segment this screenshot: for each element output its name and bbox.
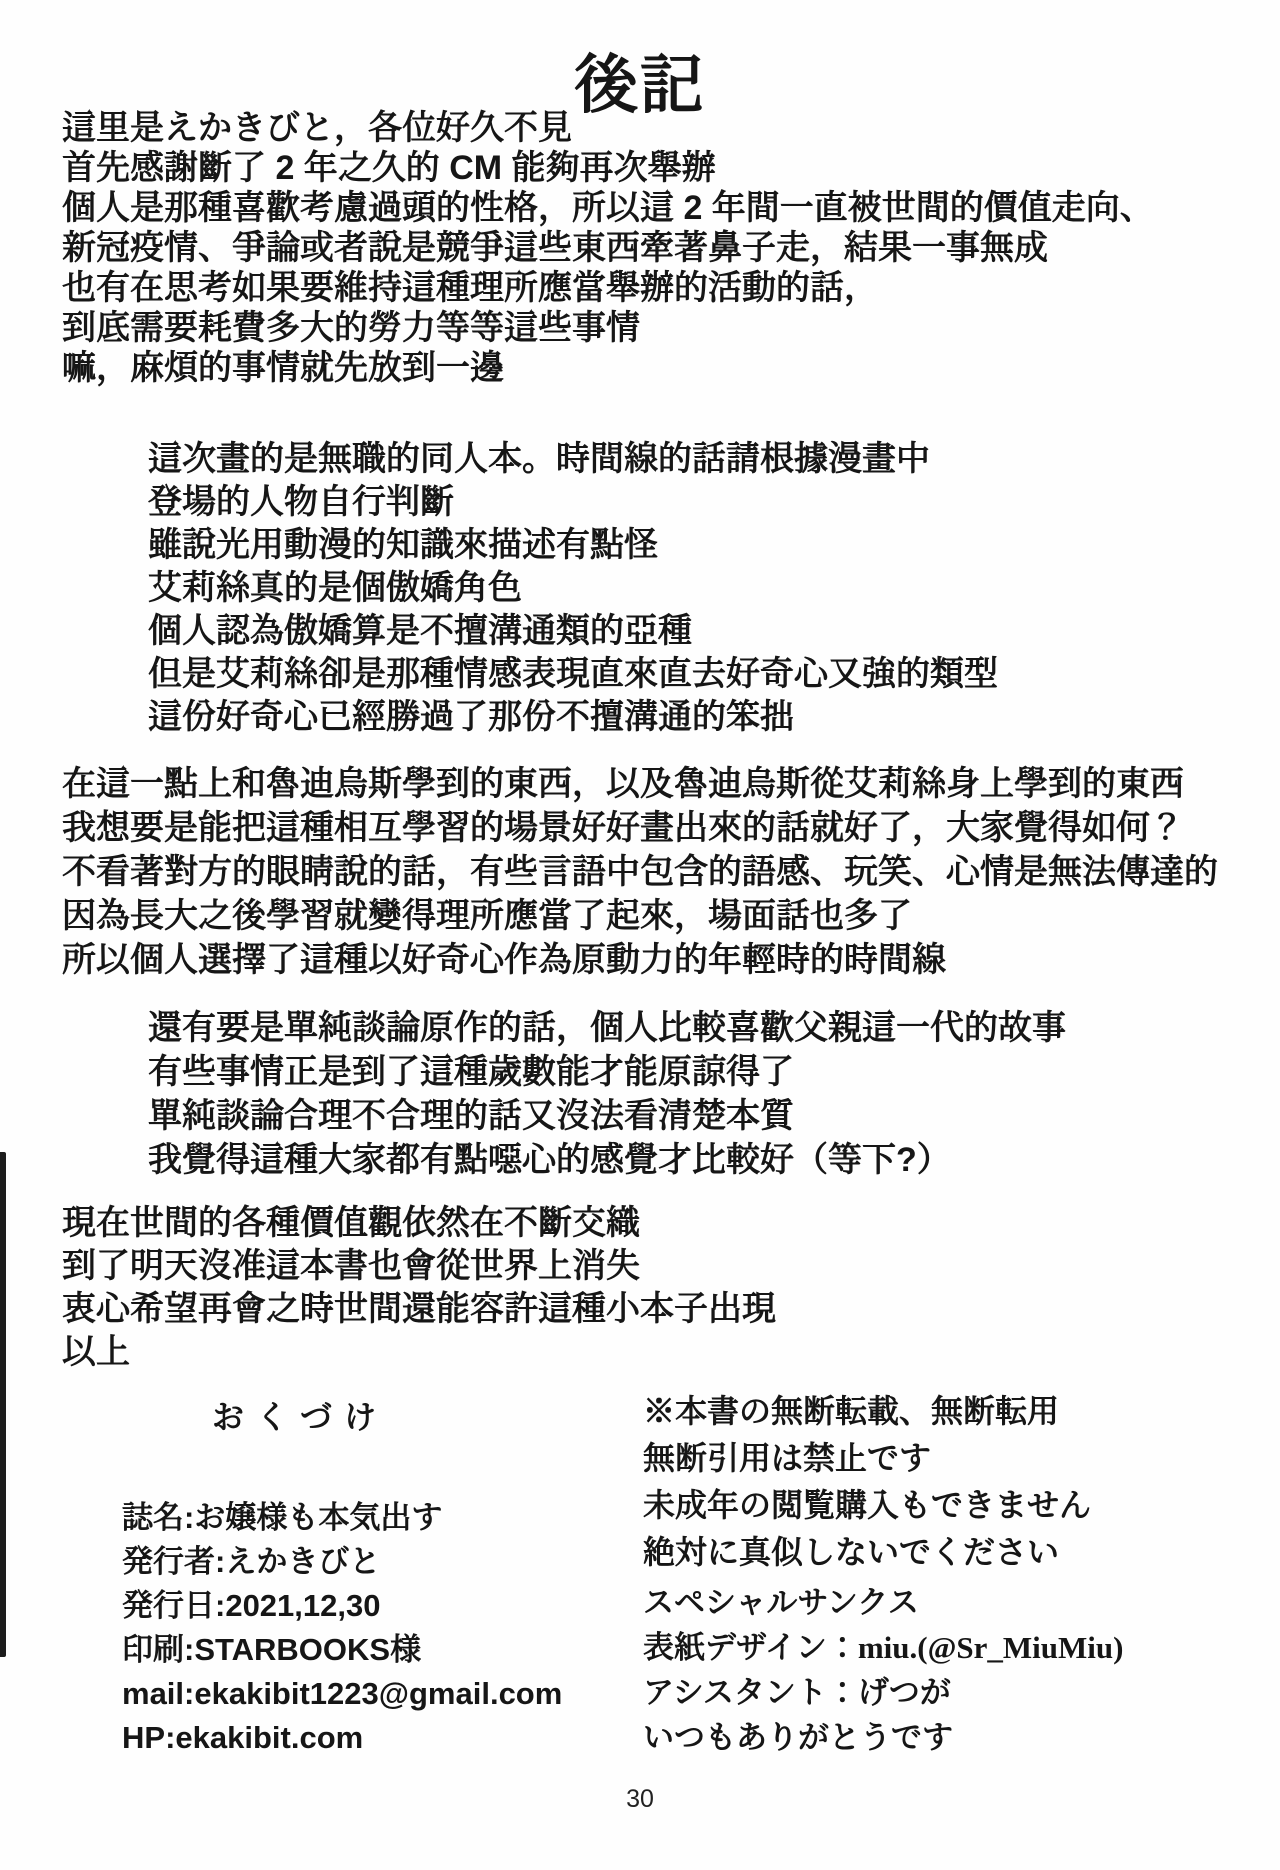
text-line: 這里是えかきびと，各位好久不見	[62, 109, 572, 147]
colophon-info-line: 印刷:STARBOOKS様	[122, 1632, 422, 1667]
colophon-info-line: 発行日:2021,12,30	[122, 1588, 381, 1623]
afterword-paragraph-5	[62, 1202, 776, 1374]
page-title: 後記	[574, 49, 706, 121]
text-line: 我覺得這種大家都有點噁心的感覺才比較好（等下?）	[148, 1141, 951, 1179]
thanks-line: アシスタント：げつが	[643, 1675, 951, 1710]
scan-edge-artifact	[0, 1152, 6, 1657]
text-line: 嘛，麻煩的事情就先放到一邊	[62, 349, 504, 387]
colophon-info-line: mail:ekakibit1223@gmail.com	[122, 1676, 563, 1711]
afterword-paragraph-2	[148, 438, 998, 739]
text-line: 但是艾莉絲卻是那種情感表現直來直去好奇心又強的類型	[148, 655, 998, 693]
colophon-header: おくづけ	[212, 1399, 389, 1435]
colophon-info-line: 誌名:お嬢様も本気出す	[122, 1500, 443, 1535]
text-line: 單純談論合理不合理的話又沒法看清楚本質	[148, 1097, 794, 1135]
colophon-publication-info	[122, 1496, 562, 1760]
colophon-info-line: HP:ekakibit.com	[122, 1720, 364, 1755]
notice-line: ※本書の無断転載、無断転用	[643, 1393, 1060, 1429]
colophon-legal-notice	[643, 1388, 1091, 1576]
colophon-special-thanks	[643, 1580, 1123, 1760]
afterword-paragraph-3	[62, 762, 1218, 982]
text-line: 在這一點上和魯迪烏斯學到的東西，以及魯迪烏斯從艾莉絲身上學到的東西	[62, 765, 1184, 803]
text-line: 有些事情正是到了這種歲數能才能原諒得了	[148, 1053, 794, 1091]
text-line: 衷心希望再會之時世間還能容許這種小本子出現	[62, 1290, 776, 1328]
text-line: 還有要是單純談論原作的話，個人比較喜歡父親這一代的故事	[148, 1009, 1066, 1047]
text-line: 這份好奇心已經勝過了那份不擅溝通的笨拙	[148, 698, 794, 736]
thanks-line: いつもありがとうです	[643, 1720, 953, 1755]
afterword-paragraph-1	[62, 108, 1154, 388]
notice-line: 無断引用は禁止です	[643, 1440, 932, 1476]
text-line: 不看著對方的眼睛說的話，有些言語中包含的語感、玩笑、心情是無法傳達的	[62, 853, 1218, 891]
afterword-paragraph-4	[148, 1006, 1066, 1182]
text-line: 到了明天沒准這本書也會從世界上消失	[62, 1247, 640, 1285]
text-line: 所以個人選擇了這種以好奇心作為原動力的年輕時的時間線	[62, 941, 946, 979]
page-number: 30	[626, 1785, 654, 1813]
notice-line: 未成年の閲覧購入もできません	[643, 1487, 1092, 1523]
text-line: 雖說光用動漫的知識來描述有點怪	[148, 526, 658, 564]
colophon-info-line: 発行者:えかきびと	[122, 1544, 381, 1579]
text-line: 個人是那種喜歡考慮過頭的性格，所以這 2 年間一直被世間的價值走向、	[62, 189, 1154, 227]
text-line: 個人認為傲嬌算是不擅溝通類的亞種	[148, 612, 692, 650]
text-line: 現在世間的各種價值觀依然在不斷交織	[62, 1204, 640, 1242]
text-line: 也有在思考如果要維持這種理所應當舉辦的活動的話，	[62, 269, 878, 307]
text-line: 登場的人物自行判斷	[148, 483, 454, 521]
notice-line: 絶対に真似しないでください	[643, 1534, 1060, 1570]
text-line: 因為長大之後學習就變得理所應當了起來，場面話也多了	[62, 897, 912, 935]
text-line: 以上	[62, 1333, 130, 1371]
text-line: 這次畫的是無職的同人本。時間線的話請根據漫畫中	[148, 440, 930, 478]
text-line: 到底需要耗費多大的勞力等等這些事情	[62, 309, 640, 347]
text-line: 我想要是能把這種相互學習的場景好好畫出來的話就好了，大家覺得如何？	[62, 809, 1184, 847]
thanks-line: 表紙デザイン：miu.(@Sr_MiuMiu)	[643, 1630, 1124, 1665]
text-line: 艾莉絲真的是個傲嬌角色	[148, 569, 522, 607]
text-line: 新冠疫情、爭論或者說是競爭這些東西牽著鼻子走，結果一事無成	[62, 229, 1048, 267]
thanks-line: スペシャルサンクス	[643, 1585, 919, 1620]
text-line: 首先感謝斷了 2 年之久的 CM 能夠再次舉辦	[62, 149, 716, 187]
